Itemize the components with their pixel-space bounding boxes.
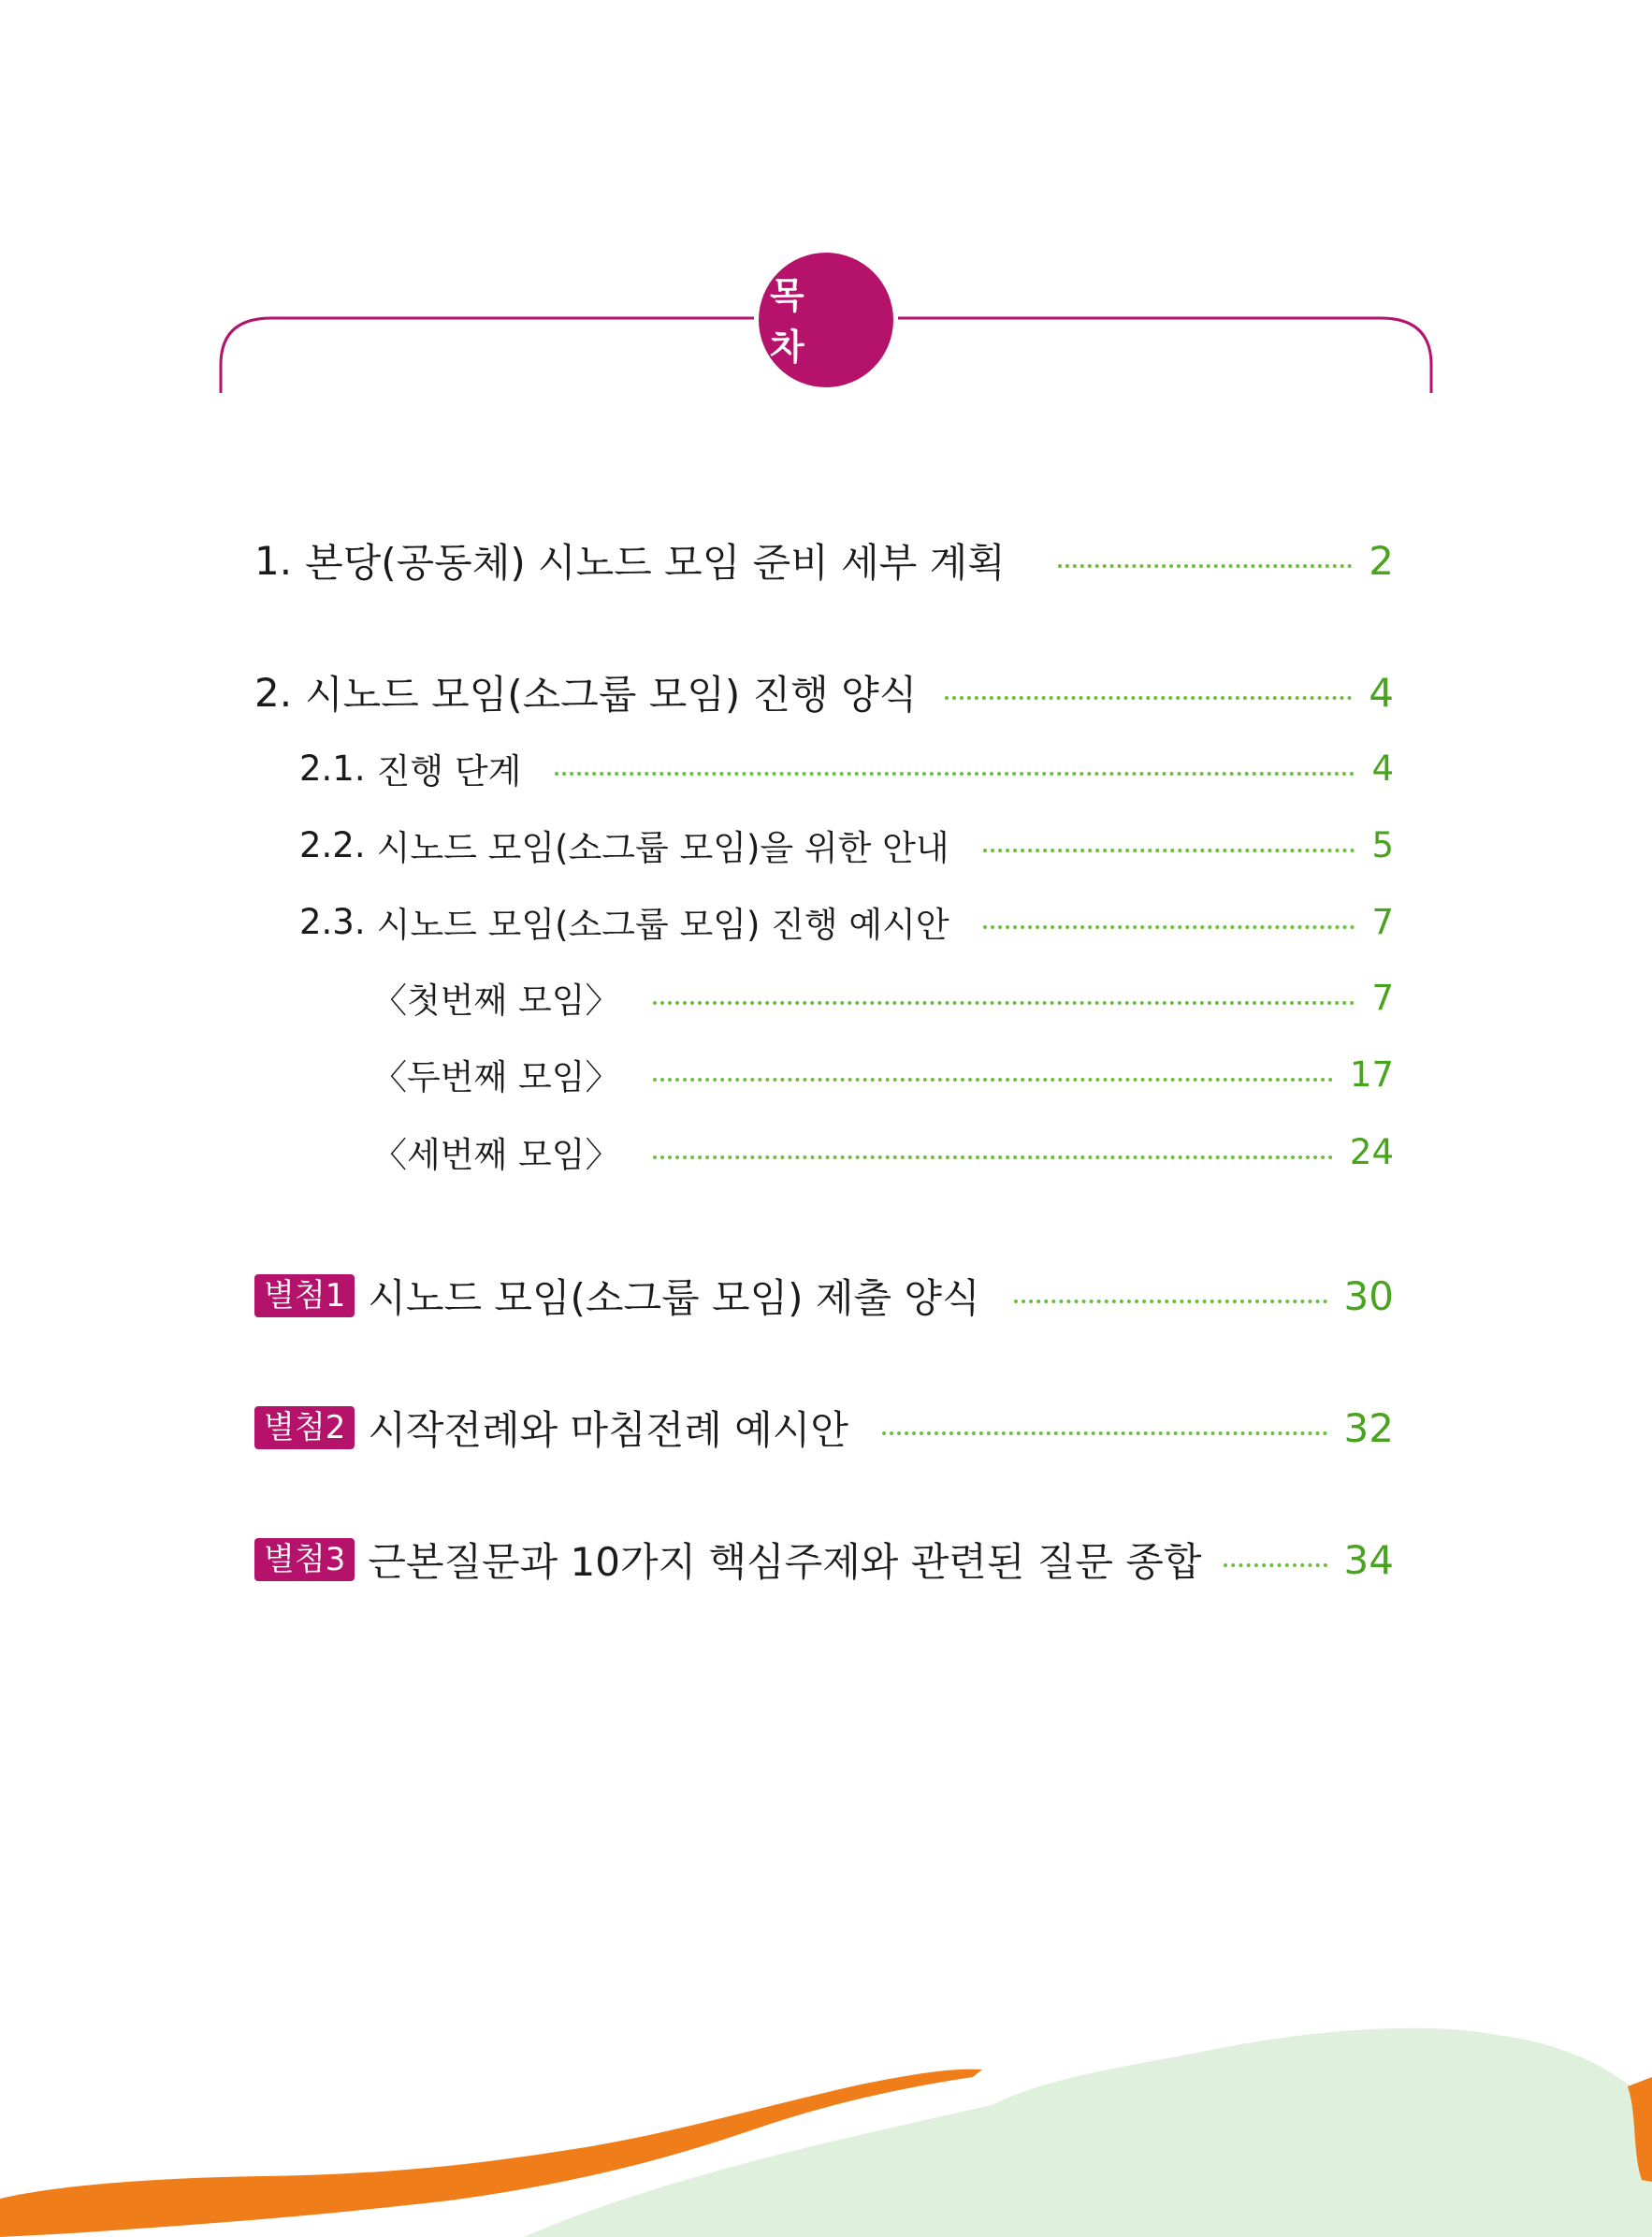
dotted-leader (882, 1431, 1327, 1435)
toc-entry-number: 2.2. (299, 824, 366, 865)
dotted-leader (945, 696, 1352, 700)
appendix-page: 30 (1343, 1272, 1394, 1319)
toc-entry-page: 7 (1371, 901, 1394, 942)
toc-entry[interactable] (254, 664, 1394, 720)
toc-entry-number: 1. (254, 537, 293, 584)
appendix-entry[interactable] (254, 1268, 1394, 1324)
toc-entry[interactable] (299, 740, 1394, 796)
toc-entry-title: 시노드 모임(소그룹 모임) 진행 양식 (305, 672, 918, 718)
toc-entry-number: 2.1. (299, 748, 366, 789)
toc-entry-title: 〈첫번째 모임〉 (372, 981, 620, 1021)
toc-entry[interactable] (372, 1046, 1394, 1102)
header-arc-left (221, 318, 754, 393)
toc-entry-number: 2.3. (299, 901, 366, 942)
toc-entry-page: 24 (1349, 1131, 1394, 1172)
appendix-badge: 별첨2 (254, 1406, 355, 1449)
dotted-leader (653, 1001, 1355, 1005)
dotted-leader (653, 1155, 1332, 1159)
toc-entry[interactable] (372, 1124, 1394, 1180)
toc-entry-page: 17 (1349, 1053, 1394, 1095)
page-title: 목 차 (770, 275, 821, 368)
appendix-title: 시작전례와 마침전례 예시안 (368, 1407, 848, 1453)
dotted-leader (983, 849, 1355, 852)
brush-decoration (0, 1965, 1652, 2237)
toc-entry-title: 시노드 모임(소그룹 모임)을 위한 안내 (376, 828, 949, 868)
appendix-entry[interactable] (254, 1400, 1394, 1456)
toc-entry-page: 7 (1371, 977, 1394, 1018)
toc-entry-title: 진행 단계 (376, 751, 522, 792)
appendix-title: 시노드 모임(소그룹 모임) 제출 양식 (368, 1275, 980, 1321)
toc-entry-page: 4 (1369, 669, 1394, 716)
toc-entry-title: 〈세번째 모임〉 (372, 1135, 620, 1175)
dotted-leader (1014, 1300, 1327, 1303)
toc-entry[interactable] (299, 817, 1394, 873)
toc-entry[interactable] (372, 969, 1394, 1025)
toc-entry-title: 〈두번째 모임〉 (372, 1057, 620, 1097)
appendix-entry[interactable] (254, 1532, 1394, 1588)
appendix-page: 32 (1343, 1404, 1394, 1451)
appendix-page: 34 (1343, 1536, 1394, 1583)
appendix-badge: 별첨1 (254, 1274, 355, 1317)
toc-entry[interactable] (299, 893, 1394, 950)
dotted-leader (653, 1078, 1332, 1082)
dotted-leader (555, 772, 1355, 776)
dotted-leader (983, 925, 1355, 929)
toc-entry-title: 본당(공동체) 시노드 모임 준비 세부 계획 (305, 540, 1006, 586)
appendix-title: 근본질문과 10가지 핵심주제와 관련된 질문 종합 (368, 1539, 1202, 1585)
header-arc-right (898, 318, 1431, 393)
toc-entry-page: 4 (1371, 748, 1394, 789)
appendix-badge: 별첨3 (254, 1538, 355, 1581)
dotted-leader (1058, 564, 1353, 568)
toc-entry-number: 2. (254, 669, 293, 716)
toc-entry-page: 5 (1371, 824, 1394, 865)
dotted-leader (1224, 1563, 1326, 1567)
toc-entry[interactable] (254, 532, 1394, 588)
toc-entry-page: 2 (1369, 537, 1394, 584)
toc-entry-title: 시노드 모임(소그룹 모임) 진행 예시안 (376, 905, 949, 945)
